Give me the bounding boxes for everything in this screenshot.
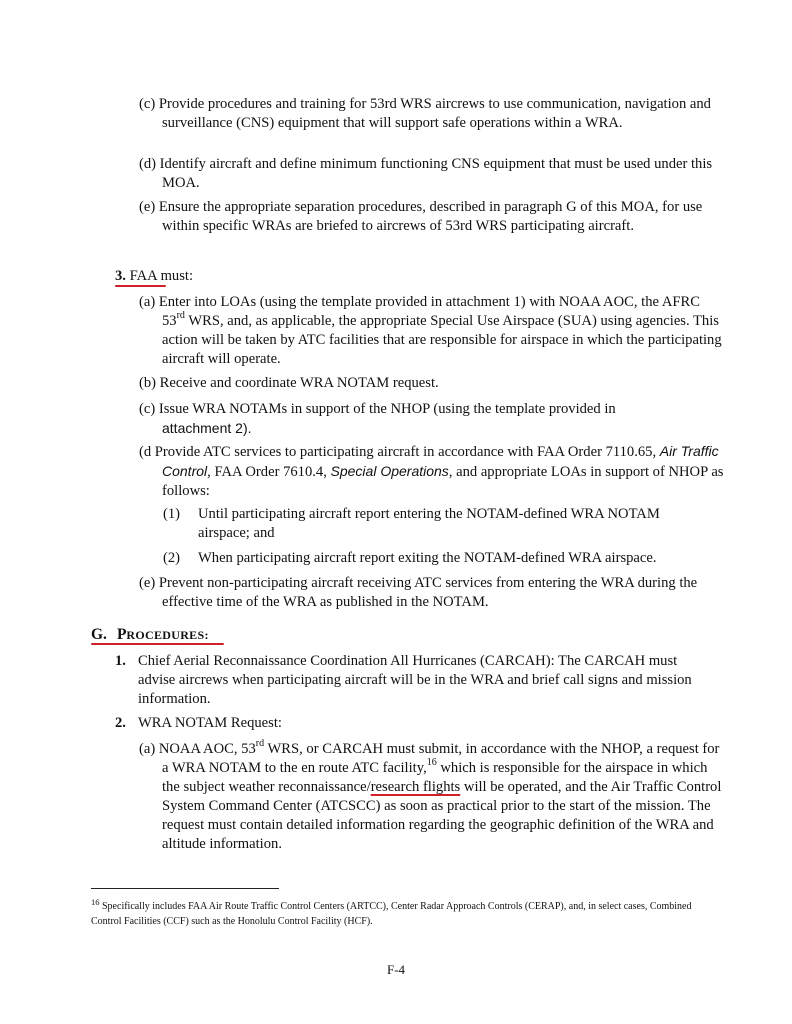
faa-e-text: (e) Prevent non-participating aircraft receiving ATC services from entering the WRA during the effective time of the WRA as published in the NOTAM. (139, 575, 698, 610)
procedures-heading (91, 626, 209, 644)
footnote-16 (91, 896, 701, 929)
spellcheck-underline-procedures (91, 643, 224, 645)
faa-d2-num: (2) (163, 550, 181, 566)
faa-heading (115, 267, 193, 286)
faa-d-ital1: Air Traffic Control (162, 443, 719, 479)
procedures-item-2a (139, 740, 724, 854)
faa-d-ital2: Special Operations (330, 463, 449, 479)
faa-item-b (139, 374, 722, 393)
procedures-cap-p: P (116, 626, 127, 643)
faa-c-line2: attachment 2). (162, 420, 252, 436)
procedures-item-2 (115, 714, 282, 733)
faa-d2-text: When participating aircraft report exiting the NOTAM-defined WRA airspace. (198, 550, 657, 566)
proc-a-pre: (a) NOAA AOC, 53 (139, 741, 256, 757)
faa-d-pre: (d Provide ATC services to participating aircraft in accordance with FAA Order 7110.65, (139, 444, 657, 460)
procedures-item2-heading: WRA NOTAM Request: (138, 715, 282, 731)
footnote-num: 16 (91, 896, 100, 907)
faa-item-d (139, 442, 727, 501)
procedures-item2-num: 2. (115, 715, 126, 731)
faa-a-sup: rd (176, 310, 185, 322)
footnote-text: Specifically includes FAA Air Route Traffic Control Centers (ARTCC), Center Radar Approach Controls (CERAP), and, in select cases, Combined Control Facilities (CCF) such as the Honolulu Control Facility (HCF). (91, 901, 692, 927)
faa-d1-text: Until participating aircraft report entering the NOTAM-defined WRA NOTAM airspace; and (198, 506, 660, 541)
faa-a-post: WRS, and, as applicable, the appropriate Special Use Airspace (SUA) using agencies. This action will be taken by ATC facilities that are responsible for airspace in which the participating aircraft will operate. (162, 313, 722, 367)
prev-item-d (139, 155, 722, 193)
proc-a-mid: WRS, or CARCAH must submit, in accordance with the NHOP, a request for a WRA NOTAM to the en route ATC facility, (162, 741, 720, 776)
faa-item-c (139, 400, 699, 438)
proc-a-sup: rd (255, 738, 265, 750)
faa-heading-text: FAA must: (129, 268, 194, 284)
faa-b-text: (b) Receive and coordinate WRA NOTAM request. (139, 375, 439, 391)
faa-c-line1: (c) Issue WRA NOTAMs in support of the NHOP (using the template provided in (139, 401, 616, 417)
faa-a-pre: (a) Enter into LOAs (using the template provided in attachment 1) with NOAA AOC, the AFRC 53 (139, 294, 700, 329)
prev-item-e (139, 198, 722, 236)
faa-item-a (139, 293, 724, 369)
proc-a-spellcheck-underlined: research flights (370, 779, 461, 795)
footnote-rule (91, 888, 279, 889)
faa-d-mid: , FAA Order 7610.4, (207, 464, 331, 480)
prev-item-c-text: (c) Provide procedures and training for 53rd WRS aircrews to use communication, navigation and surveillance (CNS) equipment that will support safe operations within a WRA. (139, 96, 711, 131)
procedures-item-1 (115, 652, 705, 709)
faa-d1-num: (1) (163, 506, 181, 522)
page-number: F-4 (386, 962, 406, 977)
faa-d-post: , and appropriate LOAs in support of NHOP as follows: (162, 464, 724, 499)
procedures-item1-num: 1. (115, 653, 126, 669)
prev-item-d-text: (d) Identify aircraft and define minimum functioning CNS equipment that must be used under this MOA. (139, 156, 713, 191)
procedures-rest: ROCEDURES: (126, 628, 209, 642)
spellcheck-underline (115, 285, 166, 287)
procedures-letter: G. (91, 626, 107, 643)
faa-d-sub-2 (163, 549, 703, 569)
faa-item-e (139, 574, 722, 612)
prev-item-c (139, 95, 722, 133)
faa-d-sub-1 (163, 505, 703, 545)
footnote-ref-16[interactable]: 16 (426, 757, 437, 769)
prev-item-e-text: (e) Ensure the appropriate separation procedures, described in paragraph G of this MOA, for use within specific WRAs are briefed to aircrews of 53rd WRS participating aircraft. (139, 199, 703, 234)
proc-a-post: will be operated, and the Air Traffic Control System Command Center (ATCSCC) as soon as practical prior to the start of the mission. The request must contain detailed information regarding the geographic definition of the WRA and altitude information. (162, 779, 722, 852)
procedures-item1-text: Chief Aerial Reconnaissance Coordination All Hurricanes (CARCAH): The CARCAH must advise aircrews when participating aircraft will be in the WRA and brief call signs and mission information. (138, 653, 692, 707)
proc-a-slash: / (366, 779, 371, 795)
proc-a-mid2: which is responsible for the airspace in which the subject weather reconnaissance (162, 760, 708, 795)
faa-number: 3. (115, 268, 126, 284)
